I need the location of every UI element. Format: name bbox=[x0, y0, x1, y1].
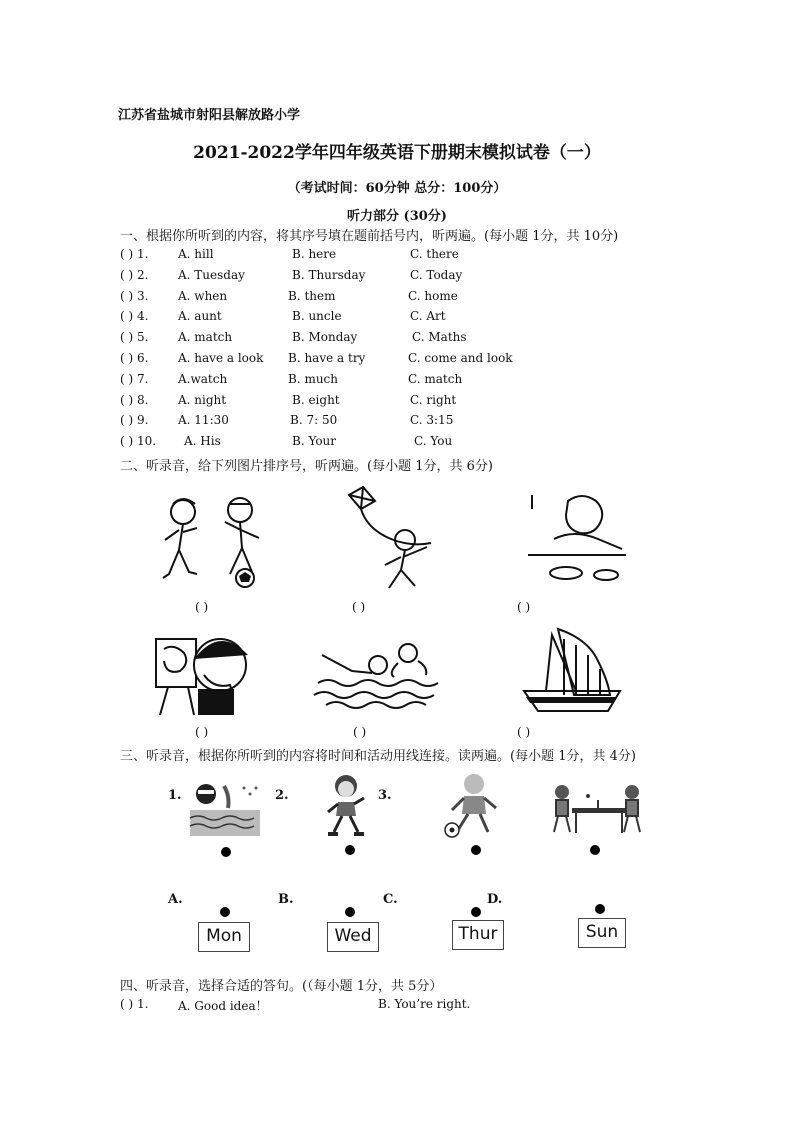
option-b: B. 7: 50 bbox=[290, 413, 338, 428]
question-paren[interactable]: ( ) 10. bbox=[120, 434, 157, 449]
activity-dot-4[interactable] bbox=[590, 845, 600, 855]
picture6-answer-paren: ( ) bbox=[517, 725, 531, 739]
question-paren[interactable]: ( ) 1. bbox=[120, 247, 149, 261]
painting-boy-picture bbox=[148, 625, 253, 720]
option-b: B. Your bbox=[292, 434, 337, 449]
day-letter-d: D. bbox=[487, 892, 503, 907]
option-a: A. Tuesday bbox=[178, 267, 245, 282]
question-paren[interactable]: ( ) 8. bbox=[120, 392, 149, 407]
day-box-mon: Mon bbox=[198, 922, 250, 952]
section3-heading: 三、听录音，根据你所听到的内容将时间和活动用线连接。读两遍。(每小题 1分，共 4分) bbox=[120, 749, 636, 764]
option-a: A.watch bbox=[178, 371, 228, 386]
option-c: C. You bbox=[414, 434, 453, 449]
picture3-answer-paren: ( ) bbox=[517, 600, 531, 614]
exam-title: 2021-2022学年四年级英语下册期末模拟试卷（一） bbox=[193, 143, 601, 163]
section1-question-5 bbox=[120, 330, 680, 348]
option-b: B. Thursday bbox=[292, 267, 366, 282]
section1-question-8 bbox=[120, 393, 680, 411]
activity-dot-1[interactable] bbox=[221, 847, 231, 857]
picture2-answer-paren: ( ) bbox=[352, 600, 366, 614]
option-a: A. Good idea！ bbox=[178, 999, 268, 1013]
section1-question-4 bbox=[120, 309, 680, 327]
swimming-picture bbox=[312, 625, 447, 715]
table-tennis-activity-picture bbox=[548, 780, 648, 838]
football-activity-picture bbox=[440, 772, 500, 838]
day-box-thur: Thur bbox=[452, 920, 504, 950]
option-a: A. when bbox=[178, 288, 228, 303]
option-b: B. them bbox=[288, 288, 336, 303]
section1-question-9 bbox=[120, 413, 680, 431]
option-a: A. night bbox=[178, 392, 227, 407]
option-c: C. 3:15 bbox=[410, 413, 454, 428]
option-c: C. Art bbox=[410, 309, 446, 324]
option-c: C. match bbox=[408, 371, 463, 386]
section1-question-3 bbox=[120, 289, 680, 307]
picture5-answer-paren: ( ) bbox=[353, 725, 367, 739]
option-b: B. much bbox=[288, 371, 339, 386]
question-paren[interactable]: ( ) 9. bbox=[120, 413, 149, 428]
section1-question-2 bbox=[120, 268, 680, 286]
day-dot-c[interactable] bbox=[471, 907, 481, 917]
section1-question-6 bbox=[120, 351, 680, 369]
option-b: B. uncle bbox=[292, 309, 342, 324]
day-box-wed: Wed bbox=[327, 922, 379, 952]
section1-heading: 一、根据你所听到的内容，将其序号填在题前括号内，听两遍。(每小题 1分，共 10分) bbox=[120, 229, 619, 244]
section1-question-7 bbox=[120, 372, 680, 390]
activity-dot-3[interactable] bbox=[471, 845, 481, 855]
skating-activity-picture bbox=[322, 772, 372, 838]
option-a: A. match bbox=[178, 330, 233, 345]
activity-number-2: 2. bbox=[275, 788, 289, 803]
eating-boy-picture bbox=[528, 493, 628, 588]
option-a: A. hill bbox=[178, 247, 214, 261]
day-dot-b[interactable] bbox=[345, 907, 355, 917]
kite-picture bbox=[345, 485, 445, 595]
swimming-activity-picture bbox=[188, 780, 263, 838]
option-a: A. 11:30 bbox=[178, 413, 229, 428]
section2-heading: 二、听录音，给下列图片排序号，听两遍。(每小题 1分，共 6分) bbox=[120, 459, 493, 474]
option-c: C. home bbox=[408, 288, 458, 303]
section4-question-1 bbox=[120, 997, 680, 1015]
section1-question-10 bbox=[120, 434, 680, 452]
day-box-sun: Sun bbox=[578, 918, 626, 948]
listening-part-heading: 听力部分 (30分) bbox=[347, 209, 447, 224]
option-b: B. eight bbox=[292, 392, 340, 407]
section4-heading: 四、听录音，选择合适的答句。(（每小题 1分，共 5分） bbox=[120, 979, 443, 994]
question-paren[interactable]: ( ) 1. bbox=[120, 997, 149, 1011]
option-c: C. Today bbox=[410, 267, 463, 282]
activity-number-1: 1. bbox=[168, 788, 182, 803]
sailboat-picture bbox=[518, 625, 628, 720]
day-dot-d[interactable] bbox=[595, 904, 605, 914]
question-paren[interactable]: ( ) 3. bbox=[120, 288, 149, 303]
option-c: C. Maths bbox=[412, 330, 467, 345]
option-a: A. have a look bbox=[178, 351, 264, 365]
question-paren[interactable]: ( ) 6. bbox=[120, 351, 149, 365]
football-kids-picture bbox=[155, 490, 280, 590]
question-paren[interactable]: ( ) 5. bbox=[120, 330, 149, 345]
picture1-answer-paren: ( ) bbox=[195, 600, 209, 614]
option-a: A. aunt bbox=[178, 309, 222, 324]
option-b: B. Monday bbox=[292, 330, 358, 345]
option-b: B. here bbox=[292, 247, 337, 261]
question-paren[interactable]: ( ) 2. bbox=[120, 267, 149, 282]
picture4-answer-paren: ( ) bbox=[195, 725, 209, 739]
day-dot-a[interactable] bbox=[220, 907, 230, 917]
question-paren[interactable]: ( ) 4. bbox=[120, 309, 149, 324]
option-b: B. have a try bbox=[288, 351, 366, 365]
question-paren[interactable]: ( ) 7. bbox=[120, 371, 149, 386]
exam-info: （考试时间：60分钟 总分：100分） bbox=[287, 181, 507, 196]
day-letter-a: A. bbox=[168, 892, 183, 907]
day-letter-c: C. bbox=[383, 892, 398, 907]
option-b: B. You’re right. bbox=[378, 997, 471, 1011]
option-a: A. His bbox=[184, 434, 221, 449]
day-letter-b: B. bbox=[278, 892, 294, 907]
section1-question-1 bbox=[120, 247, 680, 265]
option-c: C. there bbox=[410, 247, 459, 261]
option-c: C. right bbox=[410, 392, 457, 407]
activity-number-3: 3. bbox=[378, 788, 392, 803]
activity-dot-2[interactable] bbox=[345, 845, 355, 855]
option-c: C. come and look bbox=[408, 351, 513, 365]
school-name: 江苏省盐城市射阳县解放路小学 bbox=[118, 108, 301, 123]
